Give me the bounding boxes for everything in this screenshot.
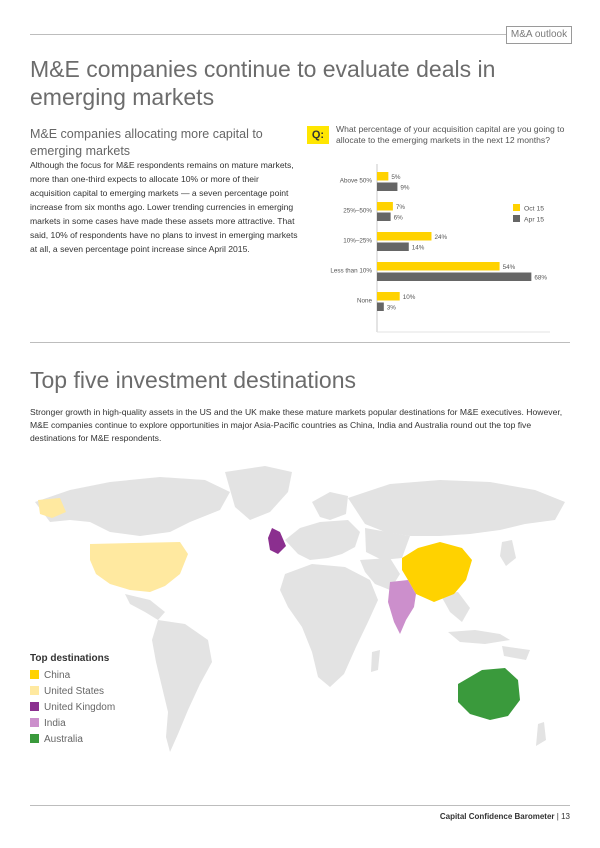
allocation-bar-chart bbox=[300, 160, 570, 338]
map-legend-title: Top destinations bbox=[30, 653, 110, 664]
bar-apr-15 bbox=[377, 303, 384, 312]
category-label: 25%–50% bbox=[343, 207, 372, 215]
bar-oct-15 bbox=[377, 202, 393, 211]
header-rule bbox=[30, 34, 506, 35]
legend-swatch bbox=[513, 215, 520, 222]
section-subtitle: M&E companies allocating more capital to emerging markets bbox=[30, 127, 263, 158]
data-label: 54% bbox=[502, 264, 516, 271]
section-divider bbox=[30, 342, 570, 343]
legend-item-india bbox=[30, 718, 66, 730]
bar-apr-15 bbox=[377, 243, 409, 252]
map-australia bbox=[458, 668, 520, 720]
question-text: What percentage of your acquisition capital are you going to allocate to the emerging markets in the next 12 months? bbox=[336, 124, 565, 145]
footer-rule bbox=[30, 805, 570, 806]
map-united-states bbox=[90, 542, 188, 592]
bar-apr-15 bbox=[377, 273, 531, 282]
page-number: 13 bbox=[561, 812, 570, 821]
section-tag: M&A outlook bbox=[506, 26, 572, 44]
bar-oct-15 bbox=[377, 172, 388, 181]
bar-oct-15 bbox=[377, 262, 500, 271]
world-map bbox=[30, 462, 570, 792]
map-india bbox=[388, 580, 416, 634]
data-label: 24% bbox=[434, 234, 448, 241]
legend-label: Oct 15 bbox=[524, 205, 545, 213]
legend-swatch bbox=[513, 204, 520, 211]
section-body: Although the focus for M&E respondents remains on mature markets, more than one-third expects to allocate 10% or more of their acquisition capital to emerging markets — a seven percentage point increase from six months ago. Lower trending currencies in emerging markets in some cases have made these assets more attractive. That said, 10% of respondents have no plans to invest in emerging markets at all, a seven percentage point increase since April 2015. bbox=[30, 160, 298, 254]
legend-swatch-australia bbox=[30, 734, 39, 743]
bar-apr-15 bbox=[377, 213, 391, 222]
legend-label-china: China bbox=[44, 670, 71, 681]
data-label: 68% bbox=[534, 274, 547, 282]
category-label: Less than 10% bbox=[330, 267, 372, 275]
bar-apr-15 bbox=[377, 183, 397, 192]
legend-swatch-china bbox=[30, 670, 39, 679]
legend-label-united-states: United States bbox=[44, 686, 105, 697]
legend-item-united-states bbox=[30, 686, 104, 698]
bar-oct-15 bbox=[377, 232, 431, 241]
legend-swatch-united-states bbox=[30, 686, 39, 695]
data-label: 10% bbox=[402, 294, 416, 301]
footer bbox=[330, 812, 570, 821]
footer-separator: | bbox=[556, 812, 559, 821]
section2-title: Top five investment destinations bbox=[30, 367, 357, 393]
legend-label: Apr 15 bbox=[524, 216, 545, 224]
category-label: 10%–25% bbox=[343, 237, 372, 245]
bar-oct-15 bbox=[377, 292, 400, 301]
data-label: 5% bbox=[391, 174, 401, 181]
legend-label-australia: Australia bbox=[44, 734, 83, 745]
legend-item-australia bbox=[30, 734, 83, 746]
legend-label-united-kingdom: United Kingdom bbox=[44, 702, 116, 713]
question-badge: Q: bbox=[307, 126, 329, 144]
footer-title: Capital Confidence Barometer bbox=[439, 812, 555, 821]
legend-swatch-united-kingdom bbox=[30, 702, 39, 711]
section2-body: Stronger growth in high-quality assets in the US and the UK make these mature markets popular destinations for M&E executives. However, M&E companies continue to explore opportunities in major Asia-Pacific countries as China, India and Australia round out the top five destinations for M&E respondents. bbox=[30, 407, 563, 443]
data-label: 3% bbox=[386, 304, 396, 312]
map-united-kingdom bbox=[268, 528, 286, 554]
page-title: M&E companies continue to evaluate deals in emerging markets bbox=[30, 56, 496, 110]
legend-label-india: India bbox=[44, 718, 66, 729]
legend-item-united-kingdom bbox=[30, 702, 115, 714]
legend-swatch-india bbox=[30, 718, 39, 727]
data-label: 14% bbox=[411, 244, 425, 252]
data-label: 6% bbox=[393, 214, 403, 222]
data-label: 9% bbox=[400, 184, 410, 192]
category-label: None bbox=[356, 297, 372, 305]
category-label: Above 50% bbox=[339, 177, 372, 185]
legend-item-china bbox=[30, 670, 70, 682]
data-label: 7% bbox=[395, 204, 405, 211]
